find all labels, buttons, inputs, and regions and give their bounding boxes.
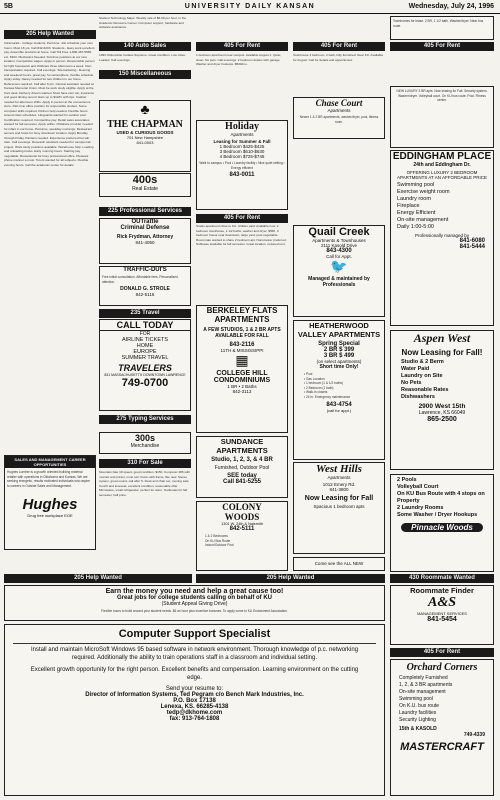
ad-brand: Hughes xyxy=(22,496,78,514)
masthead xyxy=(0,0,500,14)
ad-sub: Studio, 1, 2, 3, & 4 BR xyxy=(211,457,273,463)
ad-400s xyxy=(99,173,191,197)
ad-body: Flexible hours to build around your student needs. $6 an hour plus incentive bonuses. To apply come to KU Endowment Association. xyxy=(101,609,288,613)
ad-line: FOR xyxy=(139,331,151,337)
ad-list xyxy=(391,673,493,726)
divider xyxy=(13,643,376,644)
ad-phone: 842-5111 xyxy=(229,526,255,532)
ad-now: Now Leasing for Fall! xyxy=(401,348,483,357)
ad-name: Rick Frydman, Attorney xyxy=(116,234,174,240)
ad-item: Security Lighting xyxy=(399,717,436,723)
ad-cta: Call for Appt. xyxy=(326,254,352,259)
ad-sales-management xyxy=(4,455,96,550)
ad-title: Chase Court xyxy=(315,98,363,108)
ad-brand: A&S xyxy=(427,595,456,610)
ad-address: 701 New Hampshire xyxy=(126,135,164,140)
section-header: 405 For Rent xyxy=(196,214,288,223)
ad-address: 1301 W. 24th & Naismith xyxy=(221,522,263,526)
section-header: 275 Typing Services xyxy=(99,415,191,424)
ad-see: SEE today xyxy=(227,473,257,479)
ad-phone: 841-3800 xyxy=(329,487,349,492)
ad-item: 2 Pools xyxy=(397,477,417,483)
date: Wednesday, July 24, 1996 xyxy=(408,3,494,10)
ad-sub: Apartments xyxy=(327,108,351,113)
ad-phone: 841-5454 xyxy=(427,616,457,623)
ad-holiday xyxy=(196,120,288,210)
section-header: 205 Help Wanted xyxy=(4,30,96,39)
ad-item: Laundry facilities xyxy=(399,710,437,716)
ad-item: Laundry room xyxy=(397,196,431,202)
ad-sundance xyxy=(196,436,288,498)
ad-item: Energy Efficient xyxy=(397,210,436,216)
ad-chase-court-2 xyxy=(390,86,494,148)
ad-item: Completely Furnished xyxy=(399,675,448,681)
ad-top-right xyxy=(390,16,494,40)
ad-item: On K.U. bus route xyxy=(399,703,440,709)
ad-pro: Professionally managed by xyxy=(414,233,470,238)
classified-text: Mountain bike 18 speed, good condition, $150. Computer 486 with monitor and printer, must sell. Futon with frame, like new. Stereo system, great sound, call after 5. Desk and chair set, moving sale. Couch and loveseat, excellent condition, reasonable offer. Microwave, small refrigerator, perfect for dorm. Textbooks for fall semester, half price. xyxy=(99,470,190,497)
ad-list xyxy=(391,182,493,231)
ad-title: 400s xyxy=(132,174,158,186)
ad-line: Furnished, Outdoor Pool xyxy=(214,465,270,471)
ad-300s xyxy=(99,432,191,454)
section-header: 430 Roommate Wanted xyxy=(390,574,494,583)
ad-title: CALL TODAY xyxy=(100,320,190,331)
ad-sub: Criminal Defense xyxy=(120,225,170,231)
paper-name: UNIVERSITY DAILY KANSAN xyxy=(184,3,316,10)
ad-brand: TRAVELERS xyxy=(118,363,172,373)
ad-email: tedp@dkhome.com xyxy=(166,710,223,716)
ad-title: THE CHAPMAN xyxy=(107,119,183,130)
ad-item: 3 BR $ 499 xyxy=(323,353,355,359)
pineapple-icon: ♣ xyxy=(140,103,150,118)
section-header: 205 Help Wanted xyxy=(4,574,192,583)
ad-title-2: COLLEGE HILL CONDOMINIUMS xyxy=(213,370,271,384)
ad-item: No Pets xyxy=(401,380,422,386)
ad-address: 2900 West 15th xyxy=(418,403,466,410)
ad-quail-creek xyxy=(293,225,385,317)
ad-phone: 749-4339 xyxy=(463,732,485,738)
ad-sub: Apartments & Townhouses xyxy=(312,238,366,243)
ad-box: P.O. Box 17138 xyxy=(173,698,216,704)
ad-name: DONALD G. STROLE xyxy=(120,286,170,293)
ad-sub-2: (Student Appeal Giving Drive) xyxy=(161,601,228,607)
ad-title: 300s xyxy=(134,433,156,443)
ad-line: Come see the ALL NEW xyxy=(314,561,364,566)
ad-now: Now Leasing for Fall xyxy=(304,495,374,502)
ad-beds: 1 BR • 2 Baths xyxy=(227,384,257,389)
ad-west-hills xyxy=(293,462,385,554)
ad-address: 1012 Emery Rd. xyxy=(322,482,356,487)
section-header: 235 Travel xyxy=(99,309,191,318)
ad-line: Leasing for Summer & Fall xyxy=(213,139,271,144)
ad-line: SUMMER TRAVEL xyxy=(121,355,169,361)
ad-item: Daily 1:00-5:00 xyxy=(397,224,434,230)
ad-offer: OFFERING LUXURY 2 BEDROOM APARTMENTS AT AN AFFORDABLE PRICE xyxy=(397,170,487,180)
classified-text: 1993 Oldsmobile Cutlass Supreme. Great condition. Low miles. Loaded. Call evenings. xyxy=(99,53,186,62)
ad-sub: USED & CURIOUS GOODS xyxy=(116,130,174,135)
ad-city: Lenexa, KS. 66285-4138 xyxy=(160,704,229,710)
ad-title: SUNDANCE APARTMENTS xyxy=(216,437,268,455)
ad-address: 24th and Eddingham Dr. xyxy=(413,162,471,168)
ad-body-2: Excellent growth opportunity for the right person. Excellent benefits and compensation. Learning environment on the cutting edge. xyxy=(30,667,359,681)
ad-body: NEW LUXURY 3 BR apts. Now leasing for Fall. Security system. Washer/dryer. Volleyball court. On KU bus route. Pool. Fitness center. xyxy=(396,89,488,103)
ad-item: Fireplace xyxy=(397,203,420,209)
ad-colony-woods xyxy=(196,501,288,571)
ad-phone-2: 842-3113 xyxy=(232,389,252,394)
ad-item: On-site management xyxy=(399,689,446,695)
ad-call: (call for appt.) xyxy=(326,407,352,413)
ad-title: Aspen West xyxy=(413,331,471,345)
ad-tag: Drug free workplace EOE xyxy=(27,513,73,519)
ad-item: On KU Bus Route xyxy=(205,538,231,543)
ad-item: On-site management xyxy=(397,217,449,223)
ad-sub: A FEW STUDIOS, 1 & 2 BR APTS AVAILABLE FOR FALL xyxy=(203,327,281,339)
classified-text: Studio apartment close to KU. Utilities paid. Available now. 2 bedroom townhouse, 1 1/2 baths, washer and dryer, $550. 3 bedroom house near downtown, large yard, pets negotiable. Roommate wanted to share 2 bedroom apt. Nonsmoker preferred. Sublease available for fall semester. Great location, reduced rent. xyxy=(196,224,287,246)
ad-item: 4 Bedroom $725-$745 xyxy=(219,154,265,159)
ad-body: Free initial consultation. Affordable fees. Personalized attention. xyxy=(102,275,178,284)
section-header: 225 Professional Services xyxy=(99,207,191,216)
section-header: 150 Miscellaneous xyxy=(99,70,191,79)
ad-item: On KU Bus Route with 4 stops on Property xyxy=(397,491,485,504)
ad-brand: MASTERCRAFT xyxy=(400,741,484,753)
section-header: 405 For Rent xyxy=(293,42,385,51)
ad-phone: 841-0003 xyxy=(136,140,154,145)
ad-address: 15th & KASOLD xyxy=(399,726,437,732)
bird-icon: 🐦 xyxy=(330,260,348,275)
ad-title: Holiday xyxy=(225,121,259,132)
ad-title: COLONY xyxy=(222,502,262,512)
ad-call-today xyxy=(99,319,191,411)
ad-orchard-corners xyxy=(390,659,494,796)
ad-line: AIRLINE TICKETS xyxy=(121,337,169,343)
ad-address: 831 MASSACHUSETTS DOWNTOWN LAWRENCE xyxy=(104,373,186,377)
ad-body: Townhomes for lease. 2 BR, 1 1/2 bath. Washer/dryer. Near bus route. xyxy=(393,19,484,28)
ad-fax: fax: 913-764-1808 xyxy=(169,716,220,722)
ad-earn xyxy=(4,585,385,621)
ad-sub: Merchandise xyxy=(130,443,160,449)
ad-roommate-finder xyxy=(390,585,494,645)
ad-title: OUTrattle xyxy=(131,219,159,225)
ad-title: EDDINGHAM PLACE xyxy=(392,151,492,162)
ad-title: BERKELEY FLATS APARTMENTS xyxy=(206,306,278,324)
ad-item: Exercise weight room xyxy=(397,189,450,195)
ad-phone: Call 841-5255 xyxy=(222,479,262,485)
ad-line: EUROPE xyxy=(133,349,157,355)
ad-item: Swimming pool xyxy=(399,696,433,702)
ad-phone: 841-4050 xyxy=(135,240,155,245)
ad-to: Director of Information Systems, Ted Pegram c/o Bench Mark Industries, Inc. xyxy=(85,692,304,698)
ad-sub: Real Estate xyxy=(132,186,158,192)
ad-title: HEATHERWOOD VALLEY APARTMENTS xyxy=(297,321,381,339)
section-header: 140 Auto Sales xyxy=(99,42,191,51)
ad-sub: Apartments xyxy=(327,475,351,480)
ad-body: Install and maintain MicroSoft Windows 95 based software in network environment. Thorough knowledge of p.c. networking required. Additionally the ability to train operations staff in a classroom and individual setting. xyxy=(30,647,359,661)
ad-sub-2: Spacious 1 bedroom apts xyxy=(313,504,365,509)
ad-address: 2111 Kasold Drive xyxy=(320,243,358,248)
ad-item: 1 & 2 Bedrooms xyxy=(205,534,228,538)
ad-berkeley xyxy=(196,305,288,433)
ad-title: Orchard Corners xyxy=(406,662,478,673)
ad-list xyxy=(197,532,287,550)
ad-title: TRAFFIC-DUI'S xyxy=(123,267,167,273)
ad-traffic xyxy=(99,266,191,306)
ad-chase-court xyxy=(293,97,385,139)
ad-phone: 843-4754 xyxy=(326,401,352,408)
ad-body: Hughes Lumber is a growth oriented building material retailer with operations in Oklahoma and Kansas. We are seeking energetic, results motivated individuals who aspire to careers in Outside Sales and Management. xyxy=(7,470,90,488)
ad-special: Spring Special xyxy=(318,341,360,347)
ad-pinnacle xyxy=(390,474,494,572)
classified-text-col2-top: Student Technology Major. Weekly rate of $6.00 per hour, in the Academic Resource Center. Computer support, hardware and software assistance. xyxy=(99,16,187,29)
section-header: 205 Help Wanted xyxy=(196,574,385,583)
ad-body: Newer 1 & 2 BR apartments, washer/dryer, pool, fitness room. xyxy=(299,115,379,124)
ad-heatherwood xyxy=(293,320,385,460)
ad-computer-support xyxy=(4,624,385,796)
ad-title: West Hills xyxy=(316,463,362,475)
ad-item: 2 BR $ 399 xyxy=(323,347,355,353)
ad-brand: Pinnacle Woods xyxy=(401,523,483,532)
ad-item: Laundry on Site xyxy=(401,373,443,379)
ad-item: Studio & 2 Berm xyxy=(401,359,444,365)
ad-line: HOME xyxy=(136,343,154,349)
ad-phone: 843-0011 xyxy=(229,172,255,179)
ad-eddingham xyxy=(390,150,494,326)
ad-title: Roommate Finder xyxy=(410,586,474,595)
classified-text: Townhouse 3 bedroom, 2 bath, fully furnished. Near KU. Available for August. Call for details and appointment. xyxy=(293,53,384,62)
ad-item: Reasonable Rates xyxy=(401,387,449,393)
ad-phone: 841-6080 xyxy=(459,238,485,244)
ad-list xyxy=(391,475,493,521)
section-header: 405 For Rent xyxy=(390,42,494,51)
section-header: 405 For Rent xyxy=(390,648,494,657)
ad-body: • Pool • Gas Location • 1 bedroom (1 & 1/2 baths) • 2 Bedroom (1 bath) • Walk-in closets • 24 hr. Emergency maintenance xyxy=(304,372,351,399)
ad-phone: 842-5116 xyxy=(135,292,155,298)
ad-send: Send your resume to: xyxy=(165,686,224,692)
building-icon: ▦ xyxy=(235,354,249,369)
ad-note: (on select apartments) xyxy=(316,359,362,364)
ad-short: Short time Only! xyxy=(319,364,359,370)
ad-item: 1 Bedroom $425-$425 xyxy=(219,144,265,149)
ad-tag: Managed & maintained by Professionals xyxy=(308,276,370,288)
ad-item: 3 Bedroom $610-$630 xyxy=(219,149,265,154)
ad-item: Volleyball Court xyxy=(397,484,439,490)
ad-title: Quail Creek xyxy=(308,226,370,238)
page-number: 5B xyxy=(4,3,13,10)
ad-item: 2 Laundry Rooms xyxy=(397,505,444,511)
section-header: 310 For Sale xyxy=(99,459,191,468)
ad-sub: MANAGEMENT SERVICES xyxy=(417,611,467,616)
ad-sub: Great jobs for college students calling on behalf of KU xyxy=(116,595,273,601)
ad-chapman xyxy=(99,100,191,172)
ad-trailridge xyxy=(293,557,385,571)
ad-title: SALES AND MANAGEMENT CAREER OPPORTUNITIES xyxy=(5,456,95,468)
ad-phone: 865-2500 xyxy=(427,416,457,423)
ad-outrattle xyxy=(99,218,191,264)
ad-item: Swimming pool xyxy=(397,182,435,188)
ad-phone: 843-2116 xyxy=(229,342,255,348)
ad-item: Indoor/Outdoor Pool xyxy=(205,543,234,548)
section-header: 405 For Rent xyxy=(196,42,288,51)
ad-list xyxy=(391,359,493,401)
classified-text-col1: Intramurals - College students. Part time. Job schedule your own hours. Must 18 yrs. Call 842-6203. Students - Easy work excellent pay. Assemble products at home. Call Toll Free 1-800-467-5566 ext. 8103. Mechanics Needed. Full-time positions at our new location. Competitive wages. Apply in person. Responsible person for light housework and childcare three afternoons a week. Own transportation required. Call evenings. Telemarketing - Evening and weekend hours, great pay, fun atmosphere, flexible schedule. Apply today. Nanny needed for two children in our home. References required. Call after 6 pm. Clerical assistant needed at Kansas Memorial Union. Must be work study eligible. Apply at the front desk. Delivery drivers wanted. Must have own car, insurance and good driving record. Earn up to $12/hr with tips. Cashier needed for afternoon shifts. Apply in person at the convenience store. Part-time office position for responsible student. Some computer skills required. Kitchen help needed. Flexible hours around class schedules. Lifeguards wanted for outdoor pool. Certification required. Competitive pay. Retail sales associates wanted for fall semester. Apply within. Childcare provider needed for infant in our home. Part-time, weekday mornings. Restaurant servers and hosts for busy downtown location. Apply Monday through Friday. Painters needed. Experience preferred but will train. Call evenings. Research assistant needed for campus lab project. Work study positions available. Warehouse help. Loading and unloading trucks. Early morning hours. Starting pay negotiable. Receptionist for busy professional office. Pleasant phone manner a must. Tutors wanted for all subjects. Flexible evening hours. Call the academic center for details. xyxy=(4,41,95,167)
ad-phone: 843-4300 xyxy=(326,248,352,254)
ad-item: 1, 2, & 3 BR apartments xyxy=(399,682,453,688)
ad-title: Earn the money you need and help a great cause too! xyxy=(105,588,284,595)
ad-phone-2: 841-5444 xyxy=(459,244,485,250)
ad-city: Lawrence, KS 66049 xyxy=(418,410,466,416)
ad-title: Computer Support Specialist xyxy=(118,628,271,640)
classified-text: 1 bedroom apartment near campus. Available August 1. Quiet, clean. No pets. Call evenings. 2 bedroom duplex with garage. Washer and dryer hookups. $500/mo. xyxy=(196,53,282,66)
ad-phone: 749-0700 xyxy=(121,377,169,389)
ad-sub: Apartments xyxy=(230,132,254,137)
ad-title-2: WOODS xyxy=(224,512,260,522)
ad-item: Some Washer / Dryer Hookups xyxy=(397,512,478,518)
ad-address: 11TH & MISSISSIPPI xyxy=(220,348,264,353)
ad-body: Walk to campus • Pool • Laundry facility • Nice quiet setting • Energy efficient xyxy=(199,161,285,170)
ad-item: Water Paid xyxy=(401,366,430,372)
ad-aspen-west xyxy=(390,330,494,470)
ad-item: Dishwashers xyxy=(401,394,435,400)
